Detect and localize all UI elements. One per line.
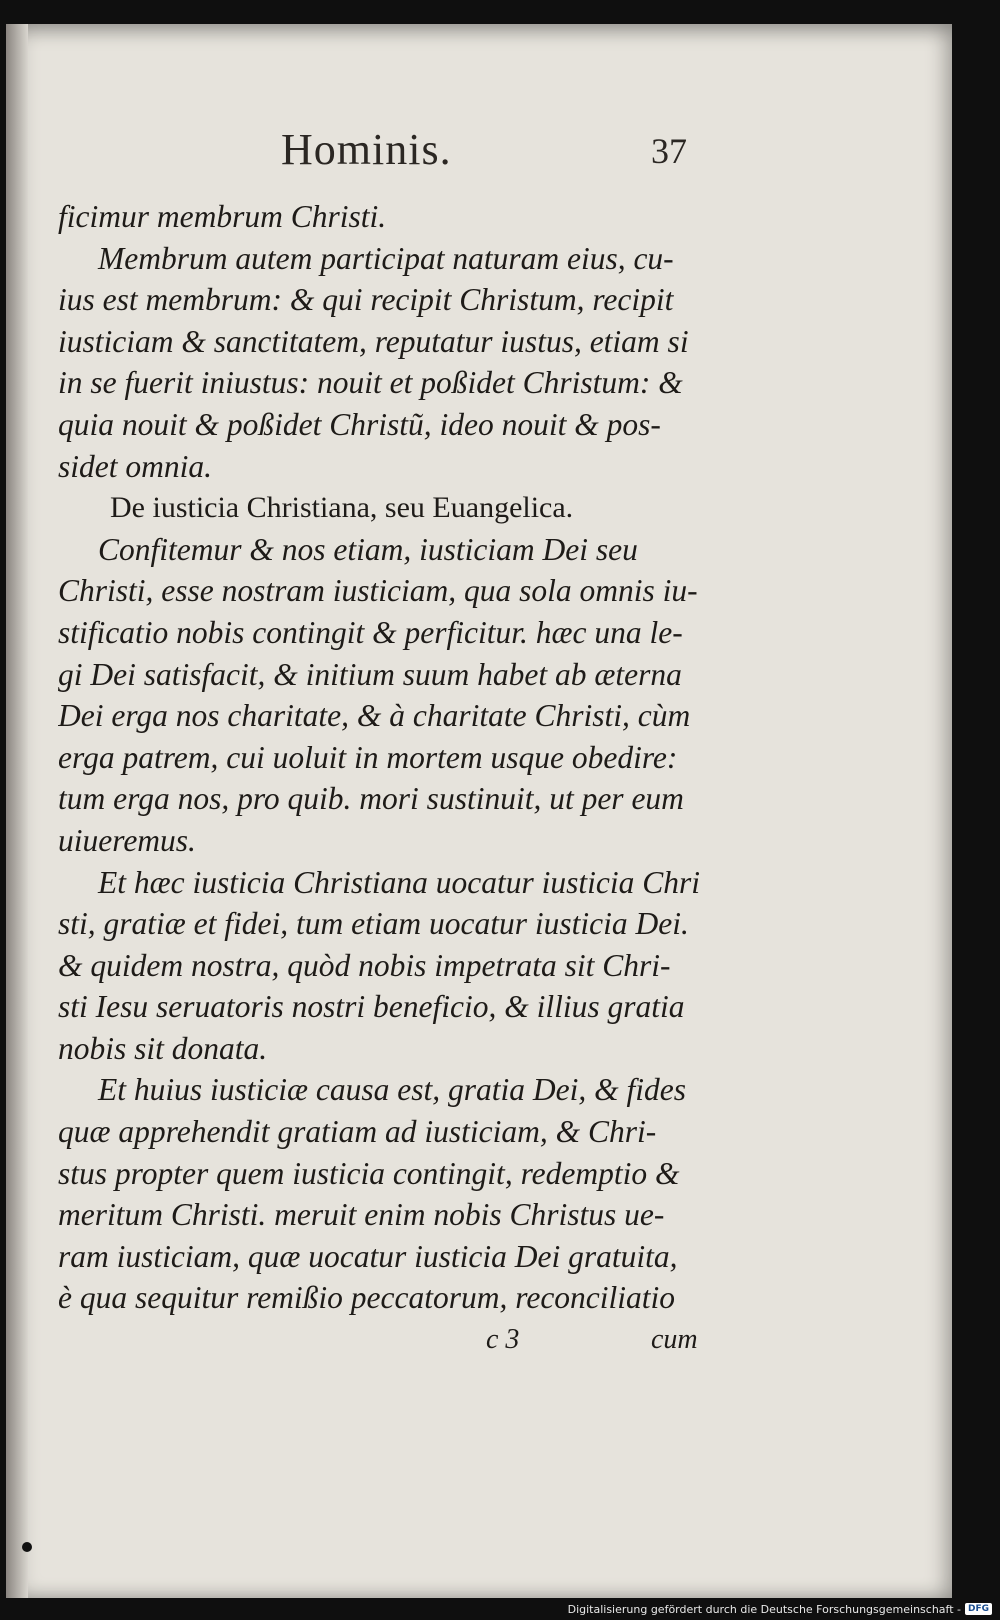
text-line: ram iusticiam, quæ uocatur iusticia Dei gratuita, <box>58 1238 678 1274</box>
text-line: in se fuerit iniustus: nouit et poßidet Christum: & <box>58 365 683 401</box>
text-line: sti, gratiæ et fidei, tum etiam uocatur iusticia Dei. <box>58 906 689 942</box>
catchword: cum <box>651 1324 698 1355</box>
text-line: tum erga nos, pro quib. mori sustinuit, ut per eum <box>58 781 684 817</box>
text-line: stus propter quem iusticia contingit, redemptio & <box>58 1155 680 1191</box>
page-number: 37 <box>651 131 687 171</box>
book-page <box>6 24 952 1598</box>
text-line: uiueremus. <box>58 822 196 858</box>
footer-credit: Digitalisierung gefördert durch die Deutsche Forschungsgemeinschaft - <box>567 1602 961 1616</box>
text-line: Et huius iusticiæ causa est, gratia Dei, & fides <box>98 1072 686 1108</box>
page-header <box>6 124 952 184</box>
text-line: Et hæc iusticia Christiana uocatur iusticia Chri <box>98 864 701 900</box>
signature-mark: c 3 <box>486 1324 520 1355</box>
text-line: iusticiam & sanctitatem, reputatur iustus, etiam si <box>58 323 689 359</box>
text-line: Confitemur & nos etiam, iusticiam Dei seu <box>98 531 638 567</box>
section-heading: De iusticia Christiana, seu Euangelica. <box>110 491 574 525</box>
digitization-footer <box>568 1600 992 1618</box>
text-line: ficimur membrum Christi. <box>58 199 387 234</box>
text-line: erga patrem, cui uoluit in mortem usque obedire: <box>58 739 678 775</box>
text-line: sti Iesu seruatoris nostri beneficio, & illius gratia <box>58 989 685 1025</box>
text-block <box>58 196 708 1319</box>
running-title: Hominis. <box>281 125 452 174</box>
text-line: sidet omnia. <box>58 448 212 484</box>
text-line: quæ apprehendit gratiam ad iusticiam, & Chri- <box>58 1114 657 1150</box>
text-line: nobis sit donata. <box>58 1030 268 1066</box>
text-line: meritum Christi. meruit enim nobis Christus ue- <box>58 1197 665 1233</box>
text-line: stificatio nobis contingit & perficitur. hæc una le- <box>58 614 683 650</box>
dfg-logo: DFG <box>965 1603 992 1615</box>
text-line: quia nouit & poßidet Christũ, ideo nouit & pos- <box>58 406 661 442</box>
text-line: è qua sequitur remißio peccatorum, reconciliatio <box>58 1280 676 1316</box>
ink-dot <box>22 1542 32 1552</box>
text-line: & quidem nostra, quòd nobis impetrata sit Chri- <box>58 947 671 983</box>
page-gutter <box>6 24 28 1598</box>
text-line: Christi, esse nostram iusticiam, qua sola omnis iu- <box>58 573 698 609</box>
text-line: Dei erga nos charitate, & à charitate Christi, cùm <box>58 698 691 734</box>
text-line: Membrum autem participat naturam eius, cu- <box>98 240 674 276</box>
text-line: ius est membrum: & qui recipit Christum, recipit <box>58 282 674 318</box>
text-line: gi Dei satisfacit, & initium suum habet ab æterna <box>58 656 682 692</box>
